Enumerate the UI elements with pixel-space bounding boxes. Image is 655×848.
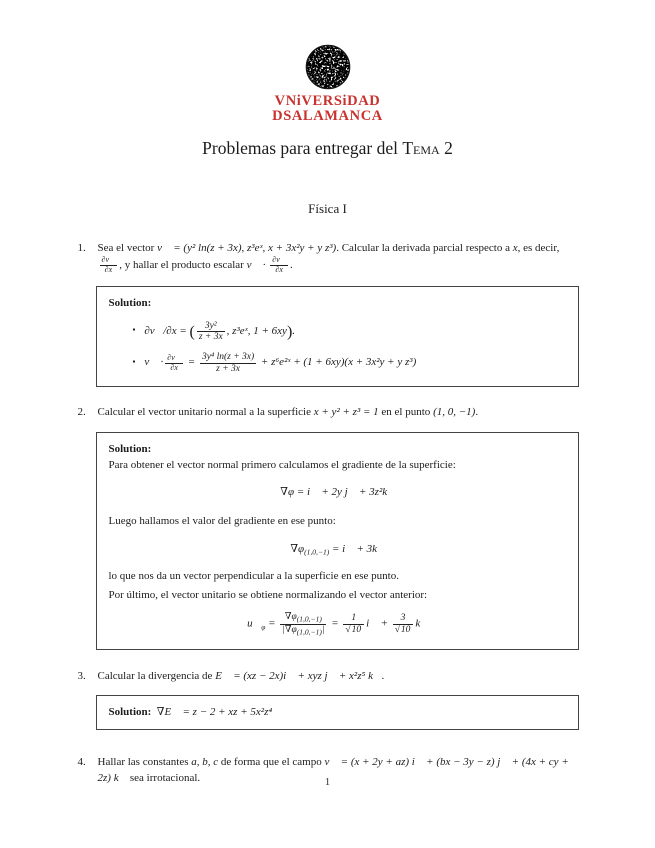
equation-unit-vector: $u⃗_\varphi$ = $\frac{\nabla\varphi_{(1,0,-1)}}{|\nabla\varphi_{(1,0,-1)}|}$ = $\frac{1}{√10}$ i⃗ + $\frac{3}{√10}$ k⃗ [247, 611, 429, 637]
page-title [0, 138, 655, 159]
problem-3-text: Calcular la divergencia de E⃗ = (xz − 2x)i⃗ + xyz j⃗ + x²z⁵ k⃗. [97, 669, 385, 682]
problem-1-math: x [512, 242, 518, 254]
problem-4-number: 4. [77, 755, 86, 768]
fraction: $\frac{\nabla\varphi_{(1,0,-1)}}{|\nabla\varphi_{(1,0,-1)}|}$ [282, 611, 325, 637]
subscript: (1,0,−1) [296, 627, 322, 637]
problem-4-text: Hallar las constantes a, b, c de forma que el campo v⃗ = (x + 2y + az) i⃗ + (bx − 3y − z) j⃗ + (4x + cy + 2z) k⃗ sea irrotacional. [97, 755, 569, 784]
equation-gradient: ∇φ = i⃗ + 2y j⃗ + 3z²k⃗ [280, 486, 396, 499]
left-paren: ( [189, 323, 195, 341]
solution-2-paragraph: Por último, el vector unitario se obtiene normalizando el vector anterior: [108, 588, 428, 601]
problem-1-math: v⃗ = (y² ln(z + 3x), z³eˣ, x + 3x²y + y z³) [157, 242, 337, 254]
fraction: $\frac{\text{3y²}}{z + 3x}$ [198, 320, 223, 343]
university-wordmark [0, 94, 655, 124]
page-number: 1 [324, 776, 331, 788]
university-seal-icon [304, 44, 352, 90]
solution-label: Solution: [108, 705, 152, 718]
problem-3-number: 3. [77, 669, 86, 682]
problem-1-prose: . [290, 258, 293, 271]
radical-icon: √ [394, 624, 400, 635]
university-wordmark-line2: DSALAMANCA [272, 108, 383, 124]
problem-1-text [98, 240, 578, 275]
right-paren: ) [286, 323, 293, 341]
fraction: $\frac{1}{√10}$ [343, 613, 364, 635]
solution-2-paragraph: Luego hallamos el valor del gradiente en ese punto: [108, 515, 336, 528]
subscript: (1,0,−1) [304, 547, 330, 557]
bullet-icon: ▪ [132, 325, 136, 335]
fraction: $\frac{\text{3y⁴ ln(z + 3x)}}{z + 3x}$ [201, 352, 255, 374]
bullet-icon: ▪ [132, 357, 136, 367]
fraction: $\frac{3}{√10}$ [393, 613, 414, 635]
course-subtitle: Física I [308, 201, 347, 216]
problem-1-math: v⃗ · [246, 258, 266, 271]
page-title-text: Problemas para entregar del [202, 138, 403, 158]
problem-2-text: Calcular el vector unitario normal a la superficie x + y² + z³ = 1 en el punto (1, 0, −1). [97, 406, 479, 419]
problem-1-prose: Sea el vector [97, 242, 158, 254]
document-header [0, 0, 655, 217]
equation-gradient-at-point: $\nabla\varphi_{(1,0,-1)}$ = i⃗ + 3k⃗ [290, 543, 386, 557]
solution-2-paragraph: Para obtener el vector normal primero calculamos el gradiente de la superficie: [108, 459, 456, 472]
problem-2 [78, 404, 578, 420]
solution-box-3 [96, 695, 579, 730]
solution-label: Solution: [108, 296, 152, 309]
solution-box-1 [96, 286, 579, 388]
solution-3-math: ∇E⃗ = z − 2 + xz + 5x²z⁴ [156, 705, 273, 718]
problem-1-number: 1. [77, 242, 86, 254]
solution-box-2 [96, 432, 579, 649]
university-wordmark-line1: VNiVERSiDAD [274, 93, 381, 109]
problem-1-prose: , y hallar el producto escalar [119, 258, 247, 271]
page-title-smallcaps: Tema 2 [402, 138, 453, 158]
radical-icon: √ [345, 624, 351, 635]
fraction: $\frac{\partial v⃗}{\partial x}$ [272, 255, 287, 274]
problem-1 [78, 240, 578, 275]
solution-1-item-1: ▪ ∂v⃗/∂x = ( $\frac{\text{3y²}}{z + 3x}$ , z³eˣ, 1 + 6xy). [132, 320, 296, 343]
solution-2-paragraph: lo que nos da un vector perpendicular a la superficie en ese punto. [108, 569, 399, 582]
solution-1-item-2: ▪ v⃗ · $\frac{\partial v⃗}{\partial x}$ = $\frac{\text{3y⁴ ln(z + 3x)}}{z + 3x}$ + z⁶e²ˣ + (1 + 6xy)(x + 3x²y + y z³) [132, 352, 417, 374]
document-body [78, 240, 578, 786]
fraction: $\frac{\partial v⃗}{\partial x}$ [101, 255, 116, 274]
problem-3 [78, 668, 578, 684]
problem-1-prose: , es decir, [517, 242, 560, 254]
solution-label: Solution: [108, 443, 152, 456]
subscript: (1,0,−1) [296, 614, 322, 624]
fraction: $\frac{\partial v⃗}{\partial x}$ [167, 352, 182, 372]
subscript: φ [261, 622, 266, 632]
problem-2-number: 2. [77, 406, 86, 419]
problem-1-prose: . Calcular la derivada parcial respecto a [336, 242, 513, 254]
